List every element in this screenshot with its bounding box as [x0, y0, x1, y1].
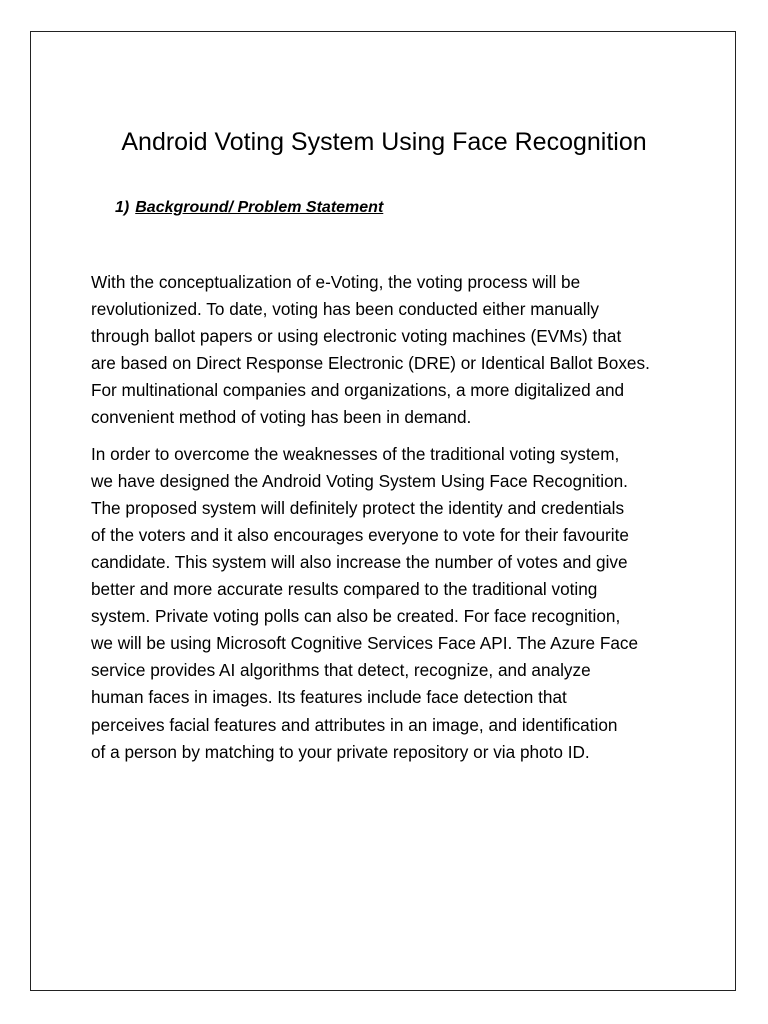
text-line: of a person by matching to your private repository or via photo ID.	[91, 741, 590, 762]
document-page	[30, 31, 736, 991]
text-line: better and more accurate results compared to the traditional voting	[91, 579, 598, 600]
text-line: are based on Direct Response Electronic (DRE) or Identical Ballot Boxes.	[91, 353, 650, 374]
section-heading	[115, 197, 383, 219]
section-number: 1)	[115, 199, 130, 216]
text-line: service provides AI algorithms that detect, recognize, and analyze	[91, 660, 591, 681]
section-heading-label: Background/ Problem Statement	[135, 199, 384, 216]
text-line: human faces in images. Its features include face detection that	[91, 687, 567, 708]
text-line: we have designed the Android Voting System Using Face Recognition.	[91, 470, 628, 491]
text-line: The proposed system will definitely protect the identity and credentials	[91, 497, 625, 518]
paragraph-1	[91, 269, 691, 432]
text-line: perceives facial features and attributes in an image, and identification	[91, 714, 618, 735]
text-line: For multinational companies and organizations, a more digitalized and	[91, 380, 625, 401]
text-line: revolutionized. To date, voting has been conducted either manually	[91, 299, 600, 320]
document-title: Android Voting System Using Face Recognition	[121, 128, 647, 156]
paragraph-2	[91, 441, 691, 766]
text-line: With the conceptualization of e-Voting, the voting process will be	[91, 272, 581, 292]
text-line: we will be using Microsoft Cognitive Services Face API. The Azure Face	[91, 633, 639, 654]
body-text	[91, 269, 691, 775]
text-line: through ballot papers or using electronic voting machines (EVMs) that	[91, 326, 622, 347]
text-line: of the voters and it also encourages everyone to vote for their favourite	[91, 524, 629, 545]
text-line: candidate. This system will also increase the number of votes and give	[91, 551, 628, 572]
text-line: convenient method of voting has been in demand.	[91, 407, 472, 428]
text-line: system. Private voting polls can also be created. For face recognition,	[91, 606, 621, 627]
text-line: In order to overcome the weaknesses of the traditional voting system,	[91, 443, 620, 464]
